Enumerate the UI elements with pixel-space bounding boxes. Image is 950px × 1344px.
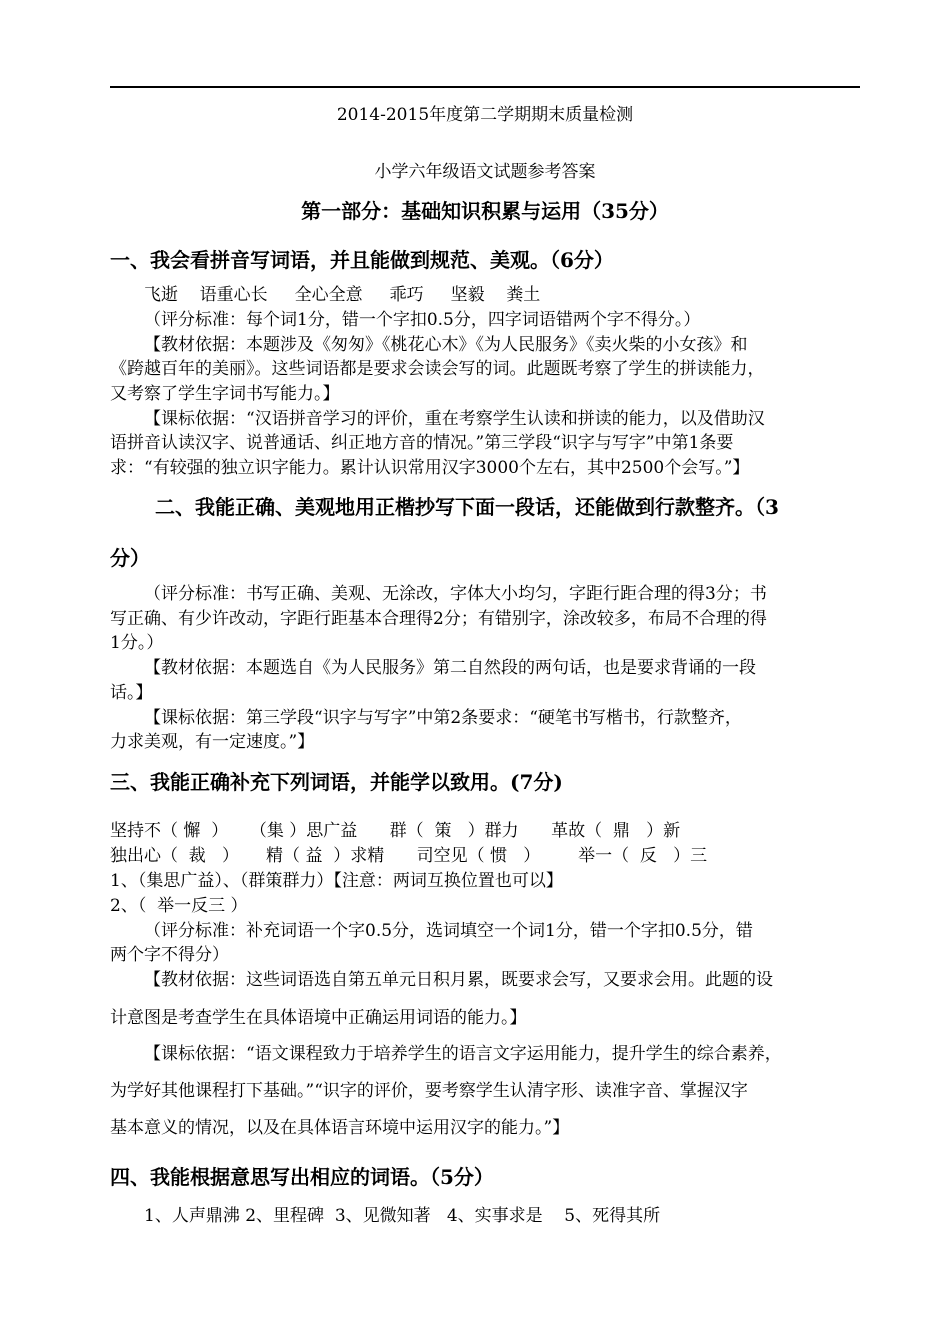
paragraph-line: （评分标准：书写正确、美观、无涂改，字体大小均匀，字距行距合理的得3分；书	[144, 584, 767, 604]
section2-heading: 二、我能正确、美观地用正楷抄写下面一段话，还能做到行款整齐。（3	[155, 495, 779, 519]
paragraph-line: （评分标准：每个词1分，错一个字扣0.5分，四字词语错两个字不得分。）	[144, 310, 701, 330]
paragraph-line: 【课标依据：第三学段“识字与写字”中第2条要求：“硬笔书写楷书，行款整齐，	[144, 708, 742, 728]
paragraph-line: 写正确、有少许改动，字距行距基本合理得2分；有错别字，涂改较多，布局不合理的得	[110, 609, 767, 629]
top-rule	[110, 86, 860, 88]
paragraph-line: 为学好其他课程打下基础。”“识字的评价，要考察学生认清字形、读准字音、掌握汉字	[110, 1081, 748, 1101]
doc-subtitle: 小学六年级语文试题参考答案	[374, 162, 596, 182]
paragraph-line: 【教材依据：本题选自《为人民服务》第二自然段的两句话，也是要求背诵的一段	[144, 658, 756, 678]
paragraph-line: 基本意义的情况，以及在具体语言环境中运用汉字的能力。”】	[110, 1118, 570, 1138]
section4-heading: 四、我能根据意思写出相应的词语。（5分）	[110, 1165, 494, 1189]
paragraph-line: 话。】	[110, 683, 153, 703]
paragraph-line: 【课标依据：“汉语拼音学习的评价，重在考察学生认读和拼读的能力，以及借助汉	[144, 409, 765, 429]
section1-answers: 飞逝 语重心长 全心全意 乖巧 坚毅 粪土	[144, 285, 541, 305]
section3-heading: 三、我能正确补充下列词语，并能学以致用。(7分)	[110, 770, 563, 794]
paragraph-line: 计意图是考查学生在具体语境中正确运用词语的能力。】	[110, 1008, 527, 1028]
paragraph-line: 求：“有较强的独立识字能力。累计认识常用汉字3000个左右，其中2500个会写。”】	[110, 458, 750, 478]
answer-line: 独出心（ 裁 ） 精（ 益 ）求精 司空见（ 惯 ） 举一（ 反 ）三	[110, 846, 708, 866]
part-heading: 第一部分：基础知识积累与运用（35分）	[301, 199, 669, 223]
doc-title: 2014-2015年度第二学期期末质量检测	[336, 105, 634, 125]
paragraph-line: 又考察了学生字词书写能力。】	[110, 384, 340, 404]
paragraph-line: 语拼音认读汉字、说普通话、纠正地方音的情况。”第三学段“识字与写字”中第1条要	[110, 433, 734, 453]
paragraph-line: 《跨越百年的美丽》。这些词语都是要求会读会写的词。此题既考察了学生的拼读能力，	[110, 359, 765, 379]
paragraph-line: 【教材依据：这些词语选自第五单元日积月累，既要求会写，又要求会用。此题的设	[144, 970, 773, 990]
answer-line: 坚持不（ 懈 ） （集 ）思广益 群（ 策 ）群力 革故（ 鼎 ）新	[110, 821, 681, 841]
section2-heading-cont: 分）	[110, 546, 150, 570]
answer-line: 1、（集思广益）、（群策群力）【注意：两词互换位置也可以】	[110, 871, 563, 891]
paragraph-line: 【课标依据：“语文课程致力于培养学生的语言文字运用能力，提升学生的综合素养，	[144, 1044, 782, 1064]
paragraph-line: 两个字不得分）	[110, 945, 229, 965]
answer-line: 2、（ 举一反三 ）	[110, 896, 248, 916]
paragraph-line: 力求美观，有一定速度。”】	[110, 732, 315, 752]
section4-answers: 1、人声鼎沸 2、里程碑 3、见微知著 4、实事求是 5、死得其所	[144, 1206, 661, 1226]
paragraph-line: （评分标准：补充词语一个字0.5分，选词填空一个词1分，错一个字扣0.5分，错	[144, 921, 753, 941]
paragraph-line: 1分。）	[110, 633, 164, 653]
section1-heading: 一、我会看拼音写词语，并且能做到规范、美观。（6分）	[110, 248, 614, 272]
paragraph-line: 【教材依据：本题涉及《匆匆》《桃花心木》《为人民服务》《卖火柴的小女孩》和	[144, 335, 748, 355]
